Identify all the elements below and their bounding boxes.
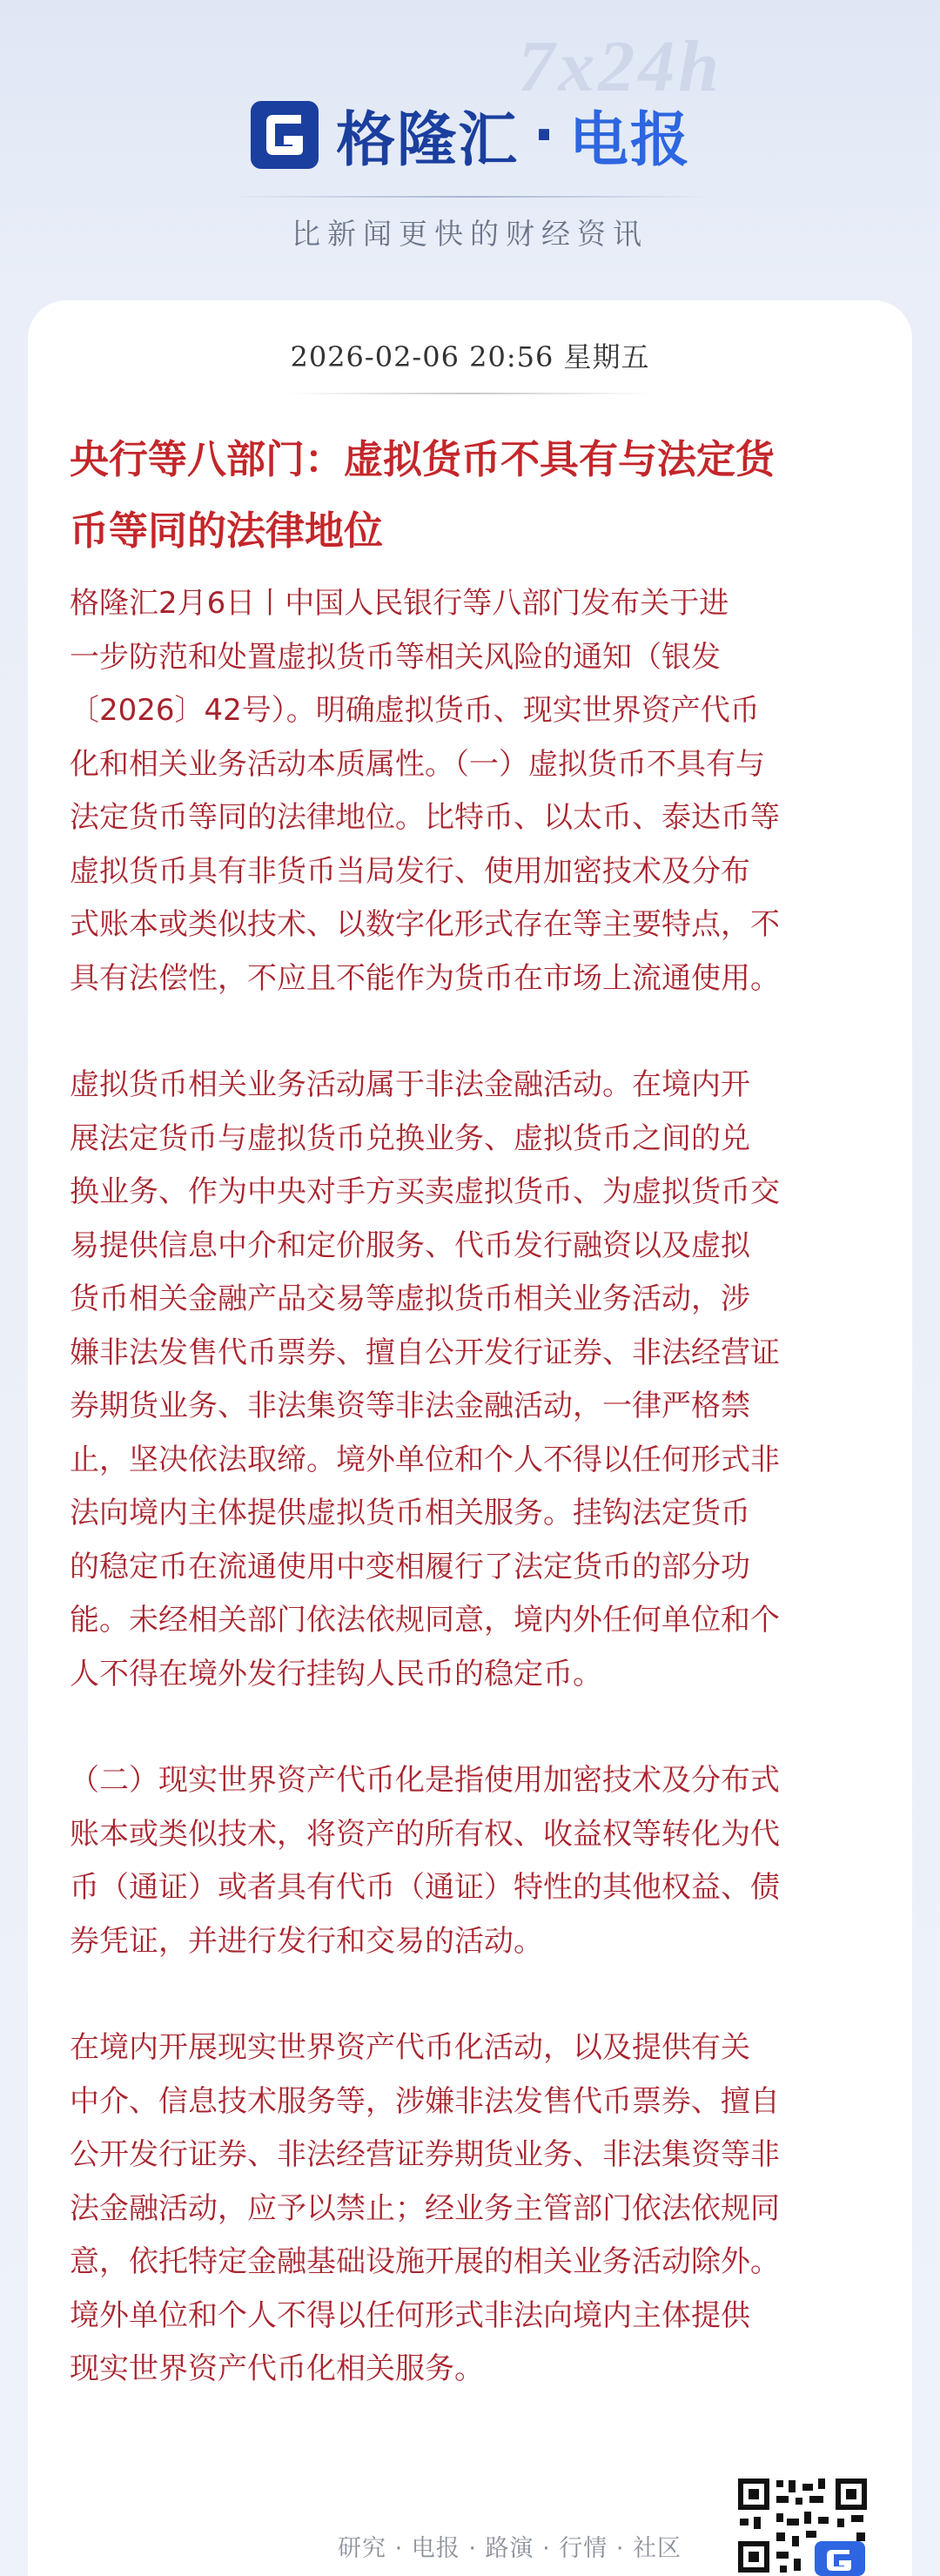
slogan-divider xyxy=(226,196,714,198)
paragraph-line: 货币相关金融产品交易等虚拟货币相关业务活动，涉 xyxy=(70,1281,750,1316)
qr-code-icon xyxy=(735,2475,870,2576)
paragraph-line: 虚拟货币相关业务活动属于非法金融活动。在境内开 xyxy=(70,1067,750,1102)
paragraph-line: 化和相关业务活动本质属性。（一）虚拟货币不具有与 xyxy=(70,746,765,782)
paragraph-line: 中介、信息技术服务等，涉嫌非法发售代币票券、擅自 xyxy=(70,2083,780,2119)
brand-header xyxy=(0,87,940,183)
gelonghui-logo-icon xyxy=(249,99,320,171)
paragraph-line: 法定货币等同的法律地位。比特币、以太币、泰达币等 xyxy=(70,800,780,835)
article-datetime: 2026-02-06 20:56 星期五 xyxy=(290,340,650,373)
paragraph-line: 法金融活动，应予以禁止；经业务主管部门依法依规同 xyxy=(70,2190,780,2226)
headline-line: 央行等八部门：虚拟货币不具有与法定货 xyxy=(70,436,776,482)
article-paragraph xyxy=(70,1754,875,1968)
paragraph-line: 展法定货币与虚拟货币兑换业务、虚拟货币之间的兑 xyxy=(70,1120,750,1156)
article-paragraph xyxy=(70,577,875,1006)
date-block xyxy=(28,335,912,394)
brand-subtitle: 电报 xyxy=(568,105,691,175)
slogan: 比新闻更快的财经资讯 xyxy=(292,217,648,251)
paragraph-line: 式账本或类似技术、以数字化形式存在等主要特点，不 xyxy=(70,907,780,942)
brand-separator: · xyxy=(533,100,555,170)
footer xyxy=(28,2459,912,2576)
paragraph-line: 换业务、作为中央对手方买卖虚拟货币、为虚拟货币交 xyxy=(70,1174,780,1209)
date-divider xyxy=(287,393,653,394)
paragraph-line: 一步防范和处置虚拟货币等相关风险的通知（银发 xyxy=(70,639,721,675)
slogan-block xyxy=(0,196,940,252)
headline-line: 币等同的法律地位 xyxy=(70,508,384,554)
article-card xyxy=(28,300,912,2576)
paragraph-line: 虚拟货币具有非货币当局发行、使用加密技术及分布 xyxy=(70,853,750,889)
footer-links: 研究 · 电报 · 路演 · 行情 · 社区 xyxy=(338,2535,682,2562)
paragraph-line: 现实世界资产代币化相关服务。 xyxy=(70,2351,484,2386)
article-body xyxy=(70,577,875,2397)
article-paragraph xyxy=(70,2021,875,2397)
paragraph-line: 止，坚决依法取缔。境外单位和个人不得以任何形式非 xyxy=(70,1442,780,1477)
paragraph-line: 公开发行证券、非法经营证券期货业务、非法集资等非 xyxy=(70,2137,780,2172)
paragraph-line: 券期货业务、非法集资等非法金融活动，一律严格禁 xyxy=(70,1389,750,1423)
article-headline xyxy=(70,424,870,567)
paragraph-line: 境外单位和个人不得以任何形式非法向境内主体提供 xyxy=(70,2297,750,2333)
paragraph-line: 能。未经相关部门依法依规同意，境内外任何单位和个 xyxy=(70,1603,780,1638)
paragraph-line: 的稳定币在流通使用中变相履行了法定货币的部分功 xyxy=(70,1549,750,1584)
paragraph-line: 〔2026〕42号）。明确虚拟货币、现实世界资产代币 xyxy=(70,693,760,728)
paragraph-line: 在境内开展现实世界资产代币化活动，以及提供有关 xyxy=(70,2030,750,2065)
watermark-7x24h: 7x24h xyxy=(518,26,722,107)
paragraph-line: 法向境内主体提供虚拟货币相关服务。挂钩法定货币 xyxy=(70,1496,750,1530)
paragraph-line: 具有法偿性，不应且不能作为货币在市场上流通使用。 xyxy=(70,960,780,996)
paragraph-line: 账本或类似技术，将资产的所有权、收益权等转化为代 xyxy=(70,1816,780,1852)
paragraph-line: （二）现实世界资产代币化是指使用加密技术及分布式 xyxy=(70,1763,780,1798)
paragraph-line: 格隆汇2月6日丨中国人民银行等八部门发布关于进 xyxy=(70,586,729,621)
article-paragraph xyxy=(70,1059,875,1701)
paragraph-line: 意，依托特定金融基础设施开展的相关业务活动除外。 xyxy=(70,2244,780,2279)
paragraph-line: 券凭证，并进行发行和交易的活动。 xyxy=(70,1923,543,1959)
paragraph-line: 嫌非法发售代币票券、擅自公开发行证券、非法经营证 xyxy=(70,1335,780,1370)
paragraph-line: 易提供信息中介和定价服务、代币发行融资以及虚拟 xyxy=(70,1227,750,1263)
brand-name: 格隆汇 xyxy=(336,105,520,175)
paragraph-line: 人不得在境外发行挂钩人民币的稳定币。 xyxy=(70,1656,602,1692)
paragraph-line: 币（通证）或者具有代币（通证）特性的其他权益、债 xyxy=(70,1870,780,1905)
